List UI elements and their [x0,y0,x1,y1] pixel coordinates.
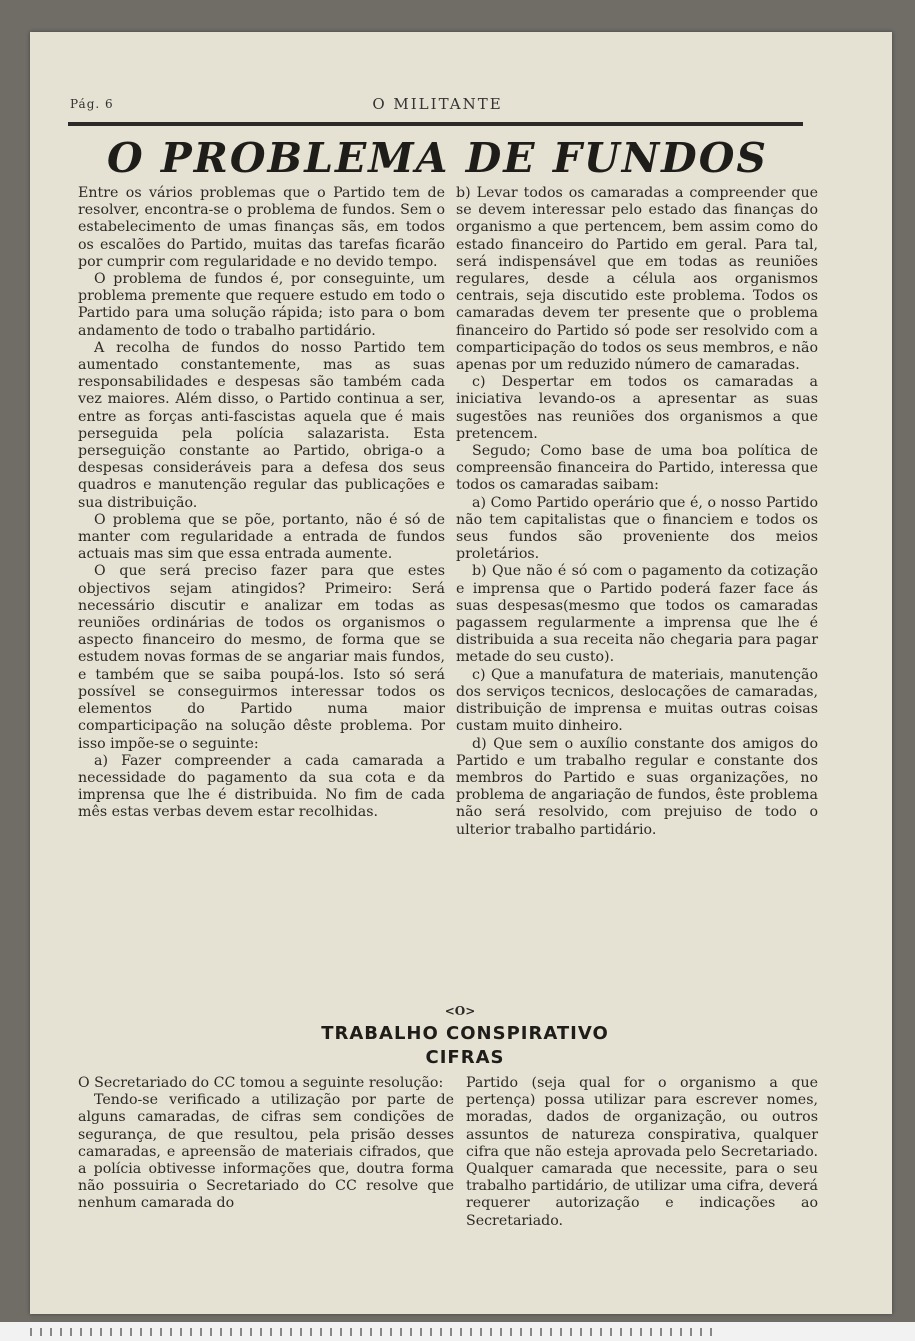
paragraph: O que será preciso fazer para que estes objectivos sejam atingidos? Primeiro: Será necessário discutir e analizar em todas as reuniões ordinárias de todos os organismos o aspecto financeiro do mesmo, de forma que se estudem novas formas de se angariar mais fundos, e também que se saiba poupá-los. Isto só será possível se conseguirmos interessar todos os elementos do Partido numa maior comparticipação na solução dêste problema. Por isso impõe-se o seguinte: [78,563,445,752]
publication-name: O MILITANTE [372,95,503,113]
page-number: Pág. 6 [70,97,114,111]
header-rule [68,122,803,126]
ruler-ticks [30,1328,715,1336]
paragraph: Tendo-se verificado a utilização por parte de alguns camaradas, de cifras sem condições de segurança, de que resultou, pela prisão desses camaradas, e apreensão de materiais cifrados, que a polícia obtivesse informações que, doutra forma não possuiria o Secretariado do CC resolve que nenhum camarada do [78,1092,454,1212]
paragraph: A recolha de fundos do nosso Partido tem aumentado constantemente, mas as suas responsabilidades e despesas são também cada vez maiores. Além disso, o Partido continua a ser, entre as forças anti-fascistas aquela que é mais perseguida pela polícia salazarista. Esta perseguição constante ao Partido, obriga-o a despesas consideráveis para a defesa dos seus quadros e manutenção regular das publicações e sua distribuição. [78,339,445,511]
section-subtitle: CIFRAS [425,1047,505,1068]
scan-ruler-strip [0,1322,915,1341]
paragraph: b) Que não é só com o pagamento da cotização e imprensa que o Partido poderá fazer face ás suas despesas(mesmo que todos os camaradas pagassem regularmente a imprensa que lhe é distribuida a sua receita não chegaria para pagar metade do seu custo). [456,563,818,666]
article-title: O PROBLEMA DE FUNDOS [106,134,769,182]
page-header [70,95,805,115]
paragraph: b) Levar todos os camaradas a compreender que se devem interessar pelo estado das finanças do organismo a que pertencem, bem assim como do estado financeiro do Partido em geral. Para tal, será indispensável que em todas as reuniões regulares, desde a célula aos organismos centrais, seja discutido este problema. Todos os camaradas devem ter presente que o problema financeiro do Partido só pode ser resolvido com a comparticipação do todos os seus membros, e não apenas por um reduzido número de camaradas. [456,185,818,374]
paragraph: c) Despertar em todos os camaradas a iniciativa levando-os a apresentar as suas sugestões nas reuniões dos organismos a que pretencem. [456,374,818,442]
article1-column-right [456,185,818,839]
paragraph: d) Que sem o auxílio constante dos amigos do Partido e um trabalho regular e constante dos membros do Partido e suas organizações, no problema de angariação de fundos, êste problema não será resolvido, com prejuiso de todo o ulterior trabalho partidário. [456,735,818,838]
paragraph: a) Fazer compreender a cada camarada a necessidade do pagamento da sua cota e da imprensa que lhe é distribuida. No fim de cada mês estas verbas devem estar recolhidas. [78,752,445,821]
paragraph: O problema que se põe, portanto, não é só de manter com regularidade a entrada de fundos actuais mas sim que essa entrada aumente. [78,511,445,563]
article2-column-right [466,1075,818,1230]
paragraph: Partido (seja qual for o organismo a que pertença) possa utilizar para escrever nomes, moradas, dados de organização, ou outros assuntos de natureza conspirativa, qualquer cifra que não esteja aprovada pelo Secretariado. Qualquer camarada que necessite, para o seu trabalho partidário, de utilizar uma cifra, deverá requerer autorização e indicações ao Secretariado. [466,1075,818,1229]
paragraph: Segudo; Como base de uma boa política de compreensão financeira do Partido, interessa que todos os camaradas saibam: [456,443,818,494]
paragraph: c) Que a manufatura de materiais, manutenção dos serviços tecnicos, deslocações de camaradas, distribuição de imprensa e muitas outras coisas custam muito dinheiro. [456,666,818,735]
paragraph: Entre os vários problemas que o Partido tem de resolver, encontra-se o problema de fundos. Sem o estabelecimento de umas finanças sãs, em todos os escalões do Partido, muitas das tarefas ficarão por cumprir com regularidade e no devido tempo. [78,185,445,270]
article2-column-left [78,1075,454,1213]
paragraph: O problema de fundos é, por conseguinte, um problema premente que requere estudo em todo o Partido para uma solução rápida; isto para o bom andamento de todo o trabalho partidário. [78,271,445,339]
paragraph: O Secretariado do CC tomou a seguinte resolução: [78,1075,444,1091]
article1-column-left [78,185,445,822]
section-title: TRABALHO CONSPIRATIVO [321,1023,609,1044]
paragraph: a) Como Partido operário que é, o nosso Partido não tem capitalistas que o financiem e todos os seus fundos são proveniente dos meios proletários. [456,494,818,563]
section-separator: <O> [444,1004,476,1018]
